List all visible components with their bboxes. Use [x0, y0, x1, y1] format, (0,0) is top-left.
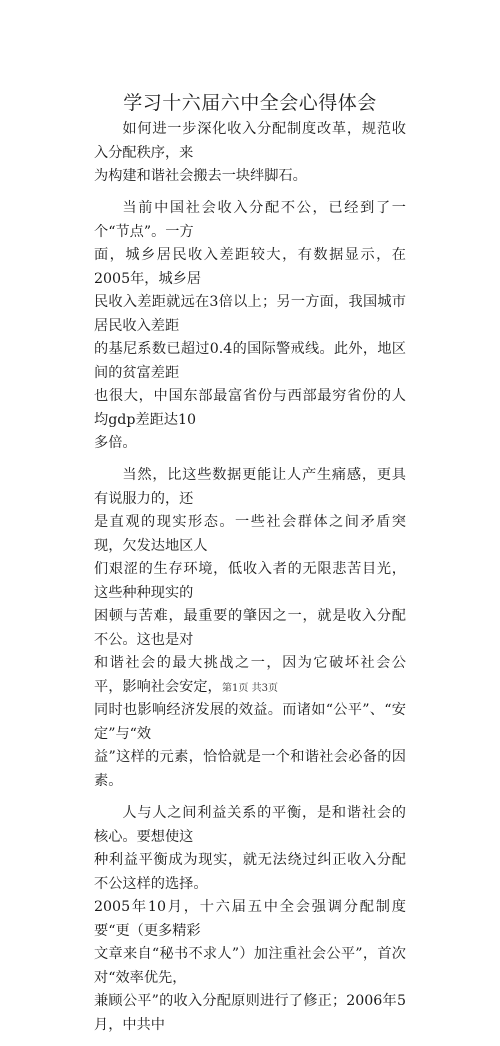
paragraph-3: 当然，比这些数据更能让人产生痛感，更具有说服力的，还 是直观的现实形态。一些社会群体之间矛盾突现，欠发达地区人 们艰涩的生存环境，低收入者的无限悲苦目光，这些种种现实的 困顿与苦难，最重要的肇因之一，就是收入分配不公。这也是对 和谐社会的最大挑战之一，因为它破坏社会公平，影响社会安定， 同时也影响经济发展的效益。而诸如“公平”、“安定”与“效 益”这样的元素，恰恰就是一个和谐社会必备的因素。: [94, 467, 406, 789]
paragraph-1: 如何进一步深化收入分配制度改革，规范收入分配秩序，来 为构建和谐社会搬去一块绊脚石。: [94, 121, 406, 184]
page-footer: 第1页 共3页: [222, 683, 278, 694]
paragraph-4: 人与人之间利益关系的平衡，是和谐社会的核心。要想使这 种利益平衡成为现实，就无法绕过纠正收入分配不公这样的选择。 2005年10月，十六届五中全会强调分配制度要“更（更多精彩 文章来自“秘书不求人”）加注重社会公平”，首次对“效率优先， 兼顾公平”的收入分配原则进行了修正；2006年5月，中共中: [94, 805, 406, 1033]
document-title: 学习十六届六中全会心得体会: [123, 92, 377, 114]
document-body: [94, 118, 406, 1046]
paragraph-2: 当前中国社会收入分配不公，已经到了一个“节点”。一方 面，城乡居民收入差距较大，有数据显示，在2005年，城乡居 民收入差距就远在3倍以上；另一方面，我国城市居民收入差距 的基尼系数已超过0.4的国际警戒线。此外，地区间的贫富差距 也很大，中国东部最富省份与西部最穷省份的人均gdp差距达10 多倍。: [94, 200, 406, 452]
